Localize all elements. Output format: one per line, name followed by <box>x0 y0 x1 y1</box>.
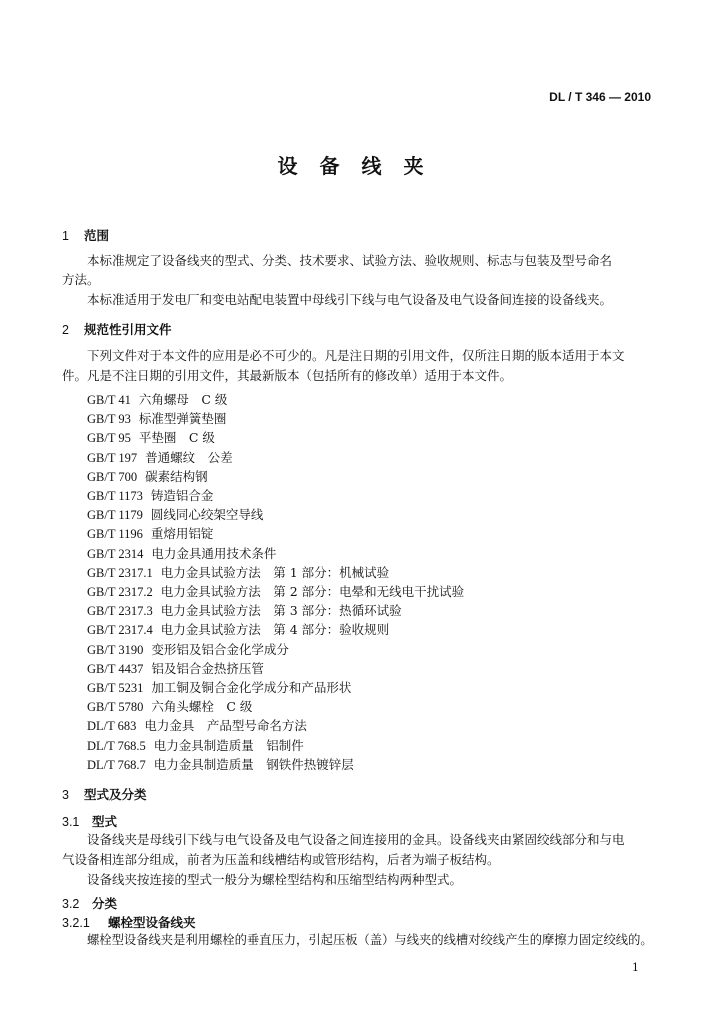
reference-title: 电力金具制造质量 铝制件 <box>153 737 304 753</box>
reference-item <box>87 390 227 408</box>
reference-title: 变形铝及铝合金化学成分 <box>151 641 289 657</box>
reference-code: GB/T 95 <box>87 431 131 446</box>
reference-title: 碳素结构钢 <box>145 468 208 484</box>
reference-title: 六角头螺栓 C 级 <box>151 699 253 715</box>
reference-title: 重熔用铝锭 <box>150 526 214 542</box>
reference-code: GB/T 2317.3 <box>87 604 153 619</box>
document-title: 设备线夹 <box>277 154 446 178</box>
reference-title: 铸造铝合金 <box>150 488 214 503</box>
section-title: 范围 <box>84 228 110 243</box>
paragraph-line: 螺栓型设备线夹是利用螺栓的垂直压力，引起压板（盖）与线夹的线槽对绞线产生的摩擦力固定绞线的。 <box>87 933 653 947</box>
section-2-heading <box>62 320 172 338</box>
reference-code: GB/T 3190 <box>87 642 144 657</box>
reference-code: DL/T 683 <box>87 719 137 734</box>
reference-code: DL/T 768.7 <box>87 757 146 772</box>
reference-title: 电力金具通用技术条件 <box>151 545 277 561</box>
section-1-heading <box>62 226 109 244</box>
paragraph-line: 本标准规定了设备线夹的型式、分类、技术要求、试验方法、验收规则、标志与包装及型号命名 <box>87 253 613 268</box>
reference-title: 电力金具试验方法 第 3 部分：热循环试验 <box>160 603 402 619</box>
section-title: 螺栓型设备线夹 <box>108 915 196 930</box>
subsection-3-2-1-heading <box>62 913 196 931</box>
paragraph-line: 设备线夹按连接的型式一般分为螺栓型结构和压缩型结构两种型式。 <box>87 872 463 887</box>
section-3-heading <box>62 785 147 803</box>
reference-code: GB/T 1173 <box>87 489 143 503</box>
reference-item <box>87 697 252 715</box>
reference-title: 六角螺母 C 级 <box>138 392 228 407</box>
reference-item <box>87 544 276 562</box>
reference-code: GB/T 2317.2 <box>87 585 153 599</box>
subsection-3-1-heading <box>62 812 117 830</box>
reference-item <box>87 563 389 581</box>
reference-item <box>87 448 233 466</box>
section-title: 型式 <box>92 814 118 829</box>
reference-code: DL/T 768.5 <box>87 738 146 753</box>
paragraph-line: 件。凡是不注日期的引用文件，其最新版本（包括所有的修改单）适用于本文件。 <box>62 368 513 383</box>
reference-item <box>87 582 464 600</box>
reference-item <box>87 678 351 696</box>
paragraph-line: 设备线夹是母线引下线与电气设备及电气设备之间连接用的金具。设备线夹由紧固绞线部分和与电 <box>87 832 625 847</box>
reference-code: GB/T 2317.1 <box>87 565 153 580</box>
page-number: 1 <box>632 961 639 974</box>
reference-code: GB/T 5231 <box>87 681 144 695</box>
reference-title: 圆线同心绞架空导线 <box>150 507 264 523</box>
reference-code: GB/T 41 <box>87 393 131 407</box>
paragraph-line: 本标准适用于发电厂和变电站配电装置中母线引下线与电气设备及电气设备间连接的设备线夹。 <box>87 292 613 307</box>
paragraph-line: 气设备相连部分组成，前者为压盖和线槽结构或管形结构，后者为端子板结构。 <box>62 852 500 867</box>
reference-title: 铝及铝合金热挤压管 <box>151 660 264 676</box>
reference-code: GB/T 700 <box>87 469 138 484</box>
reference-item <box>87 524 213 542</box>
reference-item <box>87 640 289 658</box>
reference-title: 电力金具试验方法 第 4 部分：验收规则 <box>160 622 390 638</box>
reference-code: GB/T 1179 <box>87 508 143 523</box>
subsection-3-2-heading <box>62 894 117 912</box>
section-title: 分类 <box>92 896 118 911</box>
reference-title: 电力金具试验方法 第 1 部分：机械试验 <box>160 564 390 580</box>
reference-item <box>87 505 263 523</box>
section-title: 规范性引用文件 <box>84 322 172 337</box>
reference-code: GB/T 5780 <box>87 700 144 715</box>
section-number: 1 <box>62 229 69 243</box>
reference-title: 电力金具 产品型号命名方法 <box>144 718 307 734</box>
reference-title: 平垫圈 C 级 <box>138 430 215 446</box>
reference-title: 电力金具制造质量 钢铁件热镀锌层 <box>153 756 354 772</box>
reference-item <box>87 736 304 754</box>
reference-item <box>87 601 402 619</box>
section-number: 3.2 <box>62 897 80 911</box>
reference-code: GB/T 93 <box>87 412 131 427</box>
section-number: 3.2.1 <box>62 916 90 930</box>
section-number: 3.1 <box>62 815 80 829</box>
reference-item <box>87 428 215 446</box>
reference-code: GB/T 1196 <box>87 527 143 542</box>
reference-item <box>87 620 389 638</box>
reference-item <box>87 486 213 504</box>
reference-code: GB/T 197 <box>87 450 138 465</box>
reference-code: GB/T 2314 <box>87 546 144 561</box>
reference-item <box>87 467 208 485</box>
paragraph-line: 下列文件对于本文件的应用是必不可少的。凡是注日期的引用文件，仅所注日期的版本适用于本文 <box>87 348 625 363</box>
reference-title: 普通螺纹 公差 <box>145 449 233 465</box>
reference-item <box>87 755 354 773</box>
section-number: 3 <box>62 788 69 802</box>
section-number: 2 <box>62 323 69 337</box>
reference-item <box>87 409 226 427</box>
reference-code: GB/T 4437 <box>87 661 144 676</box>
reference-item <box>87 716 307 734</box>
reference-code: GB/T 2317.4 <box>87 623 153 638</box>
reference-title: 电力金具试验方法 第 2 部分：电晕和无线电干扰试验 <box>160 584 465 599</box>
paragraph-line: 方法。 <box>62 272 100 287</box>
reference-title: 加工铜及铜合金化学成分和产品形状 <box>151 680 352 695</box>
reference-item <box>87 659 264 677</box>
standard-code-header: DL / T 346 — 2010 <box>549 90 651 104</box>
section-title: 型式及分类 <box>84 787 147 802</box>
reference-title: 标准型弹簧垫圈 <box>138 411 227 427</box>
